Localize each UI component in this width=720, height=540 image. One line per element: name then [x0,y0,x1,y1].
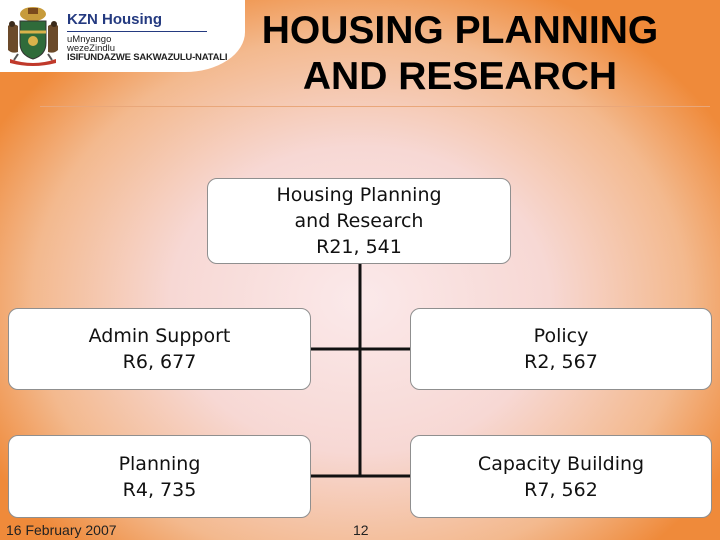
node-name: Policy [533,325,589,347]
root-node-name-line-2: and Research [294,210,424,232]
footer-date: 16 February 2007 [6,522,117,538]
node-capacity-building [410,435,712,518]
node-policy [410,308,712,390]
node-name: Planning [118,452,201,475]
node-amount: R7, 562 [524,478,598,501]
node-amount: R4, 735 [122,478,197,501]
page-number: 12 [353,522,369,538]
node-planning [8,435,311,518]
node-name: Capacity Building [477,452,645,475]
node-admin-support [8,308,311,390]
brand-tagline-3: ISIFUNDAZWE SAKWAZULU-NATALI [67,52,228,63]
brand-name: KZN Housing [67,11,162,28]
slide-title: HOUSING PLANNING AND RESEARCH [261,9,659,98]
root-node-name-line-1: Housing Planning [276,184,442,206]
root-node-amount: R21, 541 [316,236,402,258]
root-node-housing-planning [207,178,511,264]
brand-tagline-1: uMnyango [67,34,112,45]
node-amount: R2, 567 [524,351,598,373]
node-name: Admin Support [88,325,231,347]
node-amount: R6, 677 [122,351,197,373]
brand-tagline-2: wezeZindlu [67,43,116,54]
